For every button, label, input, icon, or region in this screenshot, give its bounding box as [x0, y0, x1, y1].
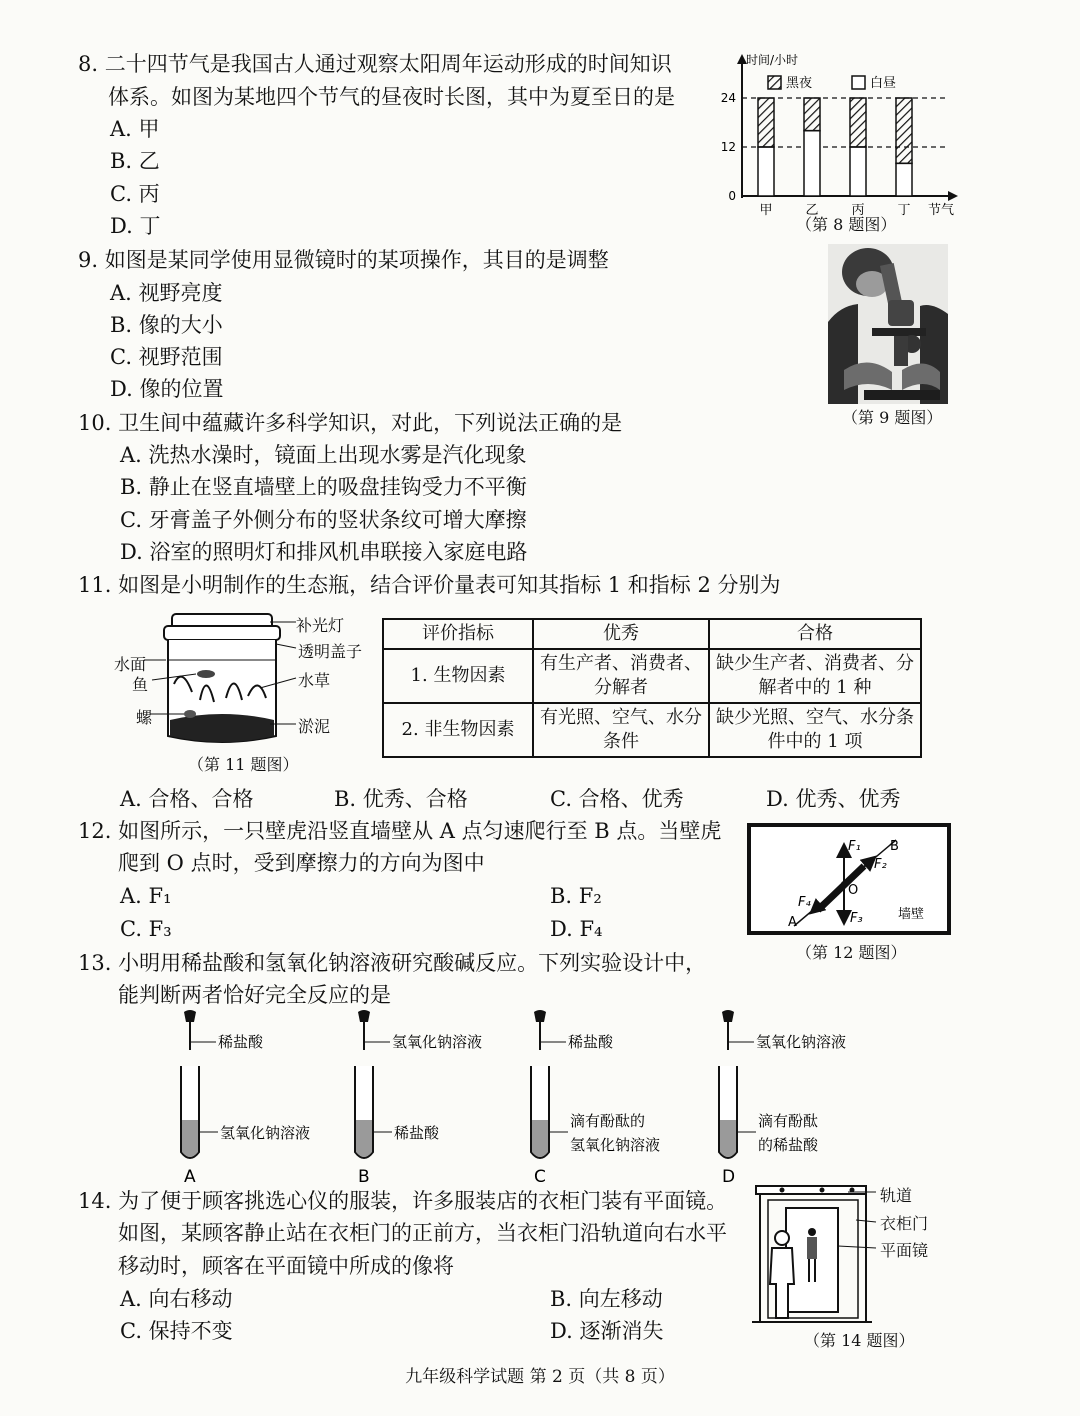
q11-option-b: B. 优秀、合格: [334, 787, 468, 811]
q14-option-a: A. 向右移动: [120, 1287, 233, 1311]
bar-day: [850, 147, 866, 196]
q8-option-b: B. 乙: [110, 149, 160, 173]
label-a: A: [788, 915, 797, 930]
setup-letter: A: [184, 1167, 196, 1187]
dropper-label: 氢氧化钠溶液: [756, 1033, 847, 1051]
q9-option-b: B. 像的大小: [110, 313, 223, 337]
q11-option-a: A. 合格、合格: [120, 787, 254, 811]
q8-caption: （第 8 题图）: [796, 215, 897, 234]
q11-option-c: C. 合格、优秀: [550, 787, 684, 811]
q9-microscope-photo: [828, 244, 948, 404]
q13-stem-line2: 能判断两者恰好完全反应的是: [118, 983, 391, 1007]
bar-night: [896, 98, 912, 163]
bar-day: [804, 131, 820, 196]
q13-stem-line1: 13. 小明用稀盐酸和氢氧化钠溶液研究酸碱反应。下列实验设计中，: [78, 951, 707, 975]
q8-option-c: C. 丙: [110, 182, 160, 206]
label-f4: F₄: [798, 895, 811, 910]
q10-option-d: D. 浴室的照明灯和排风机串联接入家庭电路: [120, 540, 528, 564]
table-cell: 2. 非生物因素: [383, 703, 533, 757]
tube-label-line2: 氢氧化钠溶液: [570, 1136, 661, 1154]
q8-stem-line2: 体系。如图为某地四个节气的昼夜时长图，其中为夏至日的是: [108, 85, 675, 109]
q8-option-a: A. 甲: [110, 117, 160, 141]
q12-option-c: C. F₃: [120, 917, 172, 941]
label-f1: F₁: [848, 839, 861, 854]
tube-liquid: [720, 1120, 736, 1157]
q14-label-track: 轨道: [880, 1186, 913, 1205]
q14-stem-line1: 14. 为了便于顾客挑选心仪的服装，许多服装店的衣柜门装有平面镜。: [78, 1189, 728, 1213]
table-header: 优秀: [533, 619, 709, 649]
q12-option-d: D. F₄: [550, 917, 603, 941]
chart-xlabel: 节气: [928, 203, 955, 218]
setup-letter: B: [358, 1167, 370, 1187]
q11-label-light: 补光灯: [296, 616, 345, 635]
table-row: [383, 649, 921, 703]
bar-day: [896, 163, 912, 196]
dropper-bulb: [358, 1010, 370, 1022]
table-cell: 有光照、空气、水分条件: [533, 703, 709, 757]
q12-caption: （第 12 题图）: [796, 943, 907, 962]
legend-day-swatch: [852, 76, 865, 89]
chart-ylabel: 时间/小时: [746, 53, 799, 67]
q14-caption: （第 14 题图）: [804, 1331, 915, 1350]
page-footer: 九年级科学试题 第 2 页（共 8 页）: [405, 1367, 675, 1387]
y-tick-label: 12: [720, 140, 736, 154]
q10-option-b: B. 静止在竖直墙壁上的吸盘挂钩受力不平衡: [120, 475, 527, 499]
q9-option-a: A. 视野亮度: [110, 281, 223, 305]
q13-experiment-figure: [170, 1008, 910, 1188]
q13-setup-b: [355, 1010, 482, 1187]
bar-night: [758, 98, 774, 147]
q11-stem: 11. 如图是小明制作的生态瓶，结合评价量表可知其指标 1 和指标 2 分别为: [78, 573, 781, 597]
q8-stem-line1: 8. 二十四节气是我国古人通过观察太阳周年运动形成的时间知识: [78, 52, 672, 76]
tube-liquid: [532, 1120, 548, 1157]
table-header: 评价指标: [383, 619, 533, 649]
bar-night: [804, 98, 820, 131]
q11-label-water-surface: 水面: [114, 655, 147, 674]
bar-night: [850, 98, 866, 147]
x-tick-label: 丁: [897, 203, 911, 218]
legend-day-label: 白昼: [870, 76, 897, 91]
table-cell: 有生产者、消费者、分解者: [533, 649, 709, 703]
legend-night-swatch: [768, 76, 781, 89]
y-tick-label: 0: [728, 189, 736, 203]
q11-caption: （第 11 题图）: [188, 755, 299, 774]
tube-liquid: [356, 1120, 372, 1157]
tube-label: 滴有酚酞: [758, 1112, 819, 1130]
x-axis-arrow: [948, 191, 958, 201]
q9-option-d: D. 像的位置: [110, 377, 224, 401]
q11-label-snail: 螺: [136, 708, 153, 727]
q12-stem-line2: 爬到 O 点时，受到摩擦力的方向为图中: [118, 851, 485, 875]
q12-stem-line1: 12. 如图所示，一只壁虎沿竖直墙壁从 A 点匀速爬行至 B 点。当壁虎: [78, 819, 722, 843]
q14-stem-line3: 移动时，顾客在平面镜中所成的像将: [118, 1254, 454, 1278]
table-cell: 缺少光照、空气、水分条件中的 1 项: [709, 703, 921, 757]
q9-option-c: C. 视野范围: [110, 345, 223, 369]
table-row: [383, 703, 921, 757]
q11-label-mud: 淤泥: [298, 717, 331, 736]
dropper-bulb: [534, 1010, 546, 1022]
dropper-label: 稀盐酸: [568, 1033, 614, 1051]
label-b: B: [890, 839, 899, 854]
q11-label-lid: 透明盖子: [298, 642, 363, 661]
q14-option-b: B. 向左移动: [550, 1287, 663, 1311]
bar-day: [758, 147, 774, 196]
setup-letter: D: [722, 1167, 736, 1187]
table-header: 合格: [709, 619, 921, 649]
q14-option-c: C. 保持不变: [120, 1319, 233, 1343]
tube-liquid: [182, 1120, 198, 1157]
q9-stem: 9. 如图是某同学使用显微镜时的某项操作，其目的是调整: [78, 248, 609, 272]
q10-option-c: C. 牙膏盖子外侧分布的竖状条纹可增大摩擦: [120, 508, 527, 532]
x-tick-label: 乙: [805, 203, 819, 218]
q14-stem-line2: 如图，某顾客静止站在衣柜门的正前方，当衣柜门沿轨道向右水平: [118, 1221, 727, 1245]
tube-label: 稀盐酸: [394, 1124, 440, 1142]
q11-label-fish: 鱼: [132, 675, 149, 694]
q8-day-night-chart: [706, 50, 966, 222]
dropper-bulb: [722, 1010, 734, 1022]
q11-option-d: D. 优秀、优秀: [766, 787, 901, 811]
table-header-row: [383, 619, 921, 649]
x-tick-label: 丙: [851, 203, 865, 218]
q11-evaluation-table: [382, 618, 922, 758]
tube-label: 滴有酚酞的: [570, 1112, 646, 1130]
dropper-label: 稀盐酸: [218, 1033, 264, 1051]
q13-setup-a: [181, 1010, 310, 1187]
tube-label-line2: 的稀盐酸: [758, 1136, 819, 1154]
q10-option-a: A. 洗热水澡时，镜面上出现水雾是汽化现象: [120, 443, 527, 467]
table-cell: 1. 生物因素: [383, 649, 533, 703]
label-o: O: [848, 883, 859, 898]
label-f3: F₃: [850, 911, 863, 926]
tube-label: 氢氧化钠溶液: [220, 1124, 311, 1142]
label-wall: 墙壁: [898, 907, 925, 922]
q10-stem: 10. 卫生间中蕴藏许多科学知识，对此，下列说法正确的是: [78, 411, 623, 435]
dropper-bulb: [184, 1010, 196, 1022]
q13-setup-d: [719, 1010, 846, 1187]
x-tick-label: 甲: [759, 203, 773, 218]
dropper-label: 氢氧化钠溶液: [392, 1033, 483, 1051]
q14-option-d: D. 逐渐消失: [550, 1319, 664, 1343]
q14-label-door: 衣柜门: [880, 1214, 929, 1233]
q8-option-d: D. 丁: [110, 214, 161, 238]
q12-option-b: B. F₂: [550, 884, 602, 908]
y-tick-label: 24: [720, 91, 736, 105]
table-cell: 缺少生产者、消费者、分解者中的 1 种: [709, 649, 921, 703]
q13-setup-c: [531, 1010, 660, 1187]
q12-option-a: A. F₁: [120, 884, 172, 908]
q11-label-weed: 水草: [298, 671, 331, 690]
q9-caption: （第 9 题图）: [842, 408, 943, 427]
label-f2: F₂: [874, 857, 887, 872]
q12-force-diagram: [746, 822, 952, 936]
legend-night-label: 黑夜: [786, 76, 813, 91]
setup-letter: C: [534, 1167, 546, 1187]
q14-label-mirror: 平面镜: [880, 1241, 929, 1260]
